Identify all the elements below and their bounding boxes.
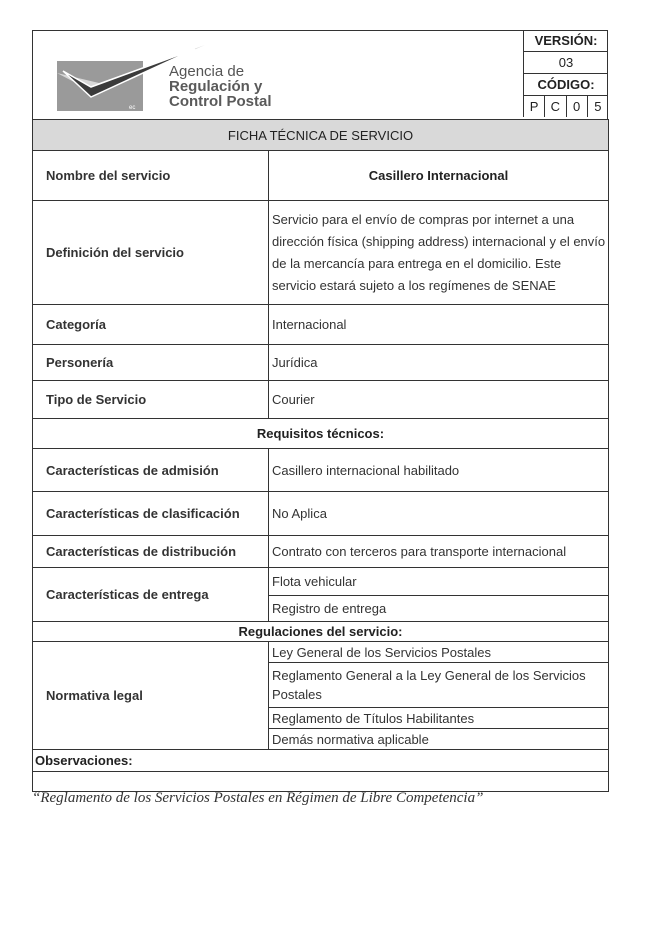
tipo-label: Tipo de Servicio: [33, 381, 269, 419]
clasificacion-value: No Aplica: [269, 492, 609, 536]
code-label: CÓDIGO:: [524, 74, 608, 96]
version-value: 03: [524, 52, 608, 74]
regulaciones-title: Regulaciones del servicio:: [33, 622, 609, 642]
categoria-label: Categoría: [33, 305, 269, 345]
observaciones-content: [33, 772, 609, 792]
agency-line-2: Regulación y: [169, 78, 263, 95]
agency-line-1: Agencia de: [169, 63, 245, 80]
normativa-value: Ley General de los Servicios Postales: [269, 642, 609, 663]
sheet-title: FICHA TÉCNICA DE SERVICIO: [33, 120, 609, 151]
footer-note: “Reglamento de los Servicios Postales en Régimen de Libre Competencia”: [32, 790, 484, 806]
code-char: 0: [566, 96, 587, 117]
nombre-value: Casillero Internacional: [269, 151, 609, 201]
service-sheet: [32, 30, 608, 792]
nombre-label: Nombre del servicio: [33, 151, 269, 201]
normativa-value: Reglamento General a la Ley General de los Servicios Postales: [269, 663, 609, 708]
definicion-label: Definición del servicio: [33, 201, 269, 305]
code-char: P: [529, 99, 539, 114]
normativa-label: Normativa legal: [33, 642, 269, 750]
distribucion-value: Contrato con terceros para transporte internacional: [269, 536, 609, 568]
code-char: C: [544, 96, 565, 117]
entrega-value: Flota vehicular: [269, 568, 609, 596]
version-label: VERSIÓN:: [524, 30, 608, 52]
svg-text:ec: ec: [129, 105, 136, 111]
normativa-value: Demás normativa aplicable: [269, 729, 609, 750]
document-header: [32, 30, 608, 119]
version-box: [523, 30, 608, 117]
distribucion-label: Características de distribución: [33, 536, 269, 568]
entrega-value: Registro de entrega: [269, 596, 609, 622]
normativa-value: Reglamento de Títulos Habilitantes: [269, 708, 609, 729]
agency-line-3: Control Postal: [169, 93, 272, 110]
clasificacion-label: Características de clasificación: [33, 492, 269, 536]
definicion-value: Servicio para el envío de compras por internet a una dirección física (shipping address) internacional y el envío de la mercancía para entrega en el domicilio. Este servicio estará sujeto a los regímenes de SENAE: [269, 201, 609, 305]
tipo-value: Courier: [269, 381, 609, 419]
service-table: [32, 119, 609, 792]
agency-name: [169, 64, 272, 109]
entrega-label: Características de entrega: [33, 568, 269, 622]
personeria-value: Jurídica: [269, 345, 609, 381]
observaciones-label: Observaciones:: [33, 750, 609, 772]
code-cells: [524, 96, 608, 117]
personeria-label: Personería: [33, 345, 269, 381]
categoria-value: Internacional: [269, 305, 609, 345]
admision-value: Casillero internacional habilitado: [269, 449, 609, 492]
admision-label: Características de admisión: [33, 449, 269, 492]
code-char: 5: [587, 96, 608, 117]
requisitos-title: Requisitos técnicos:: [33, 419, 609, 449]
